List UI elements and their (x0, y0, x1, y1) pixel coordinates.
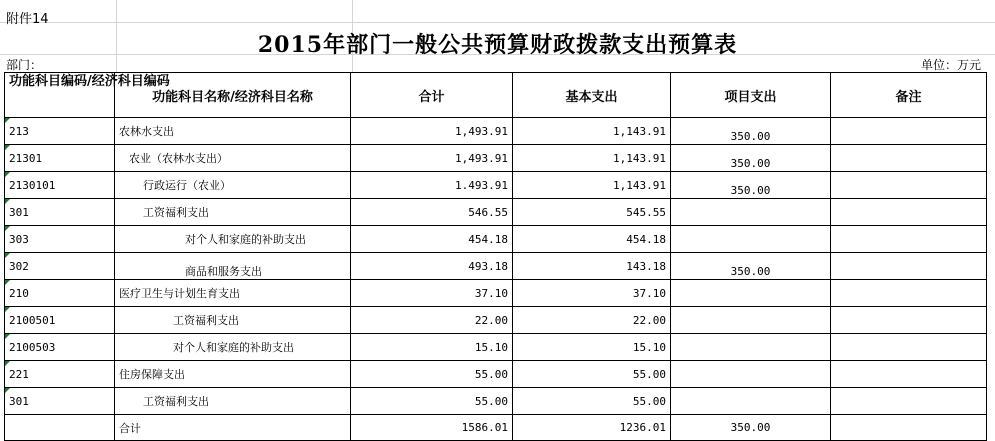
cell-note[interactable] (831, 118, 987, 145)
table-row (5, 253, 987, 280)
cell-total[interactable]: 55.00 (351, 361, 513, 388)
header-code[interactable]: 功能科目编码/经济科目编码 (5, 73, 115, 118)
cell-total[interactable]: 1,493.91 (351, 145, 513, 172)
cell-basic[interactable]: 55.00 (513, 361, 671, 388)
cell-name[interactable]: 合计 (115, 415, 351, 441)
cell-name[interactable]: 行政运行（农业） (115, 172, 351, 199)
table-row (5, 280, 987, 307)
cell-flag-icon (5, 361, 10, 366)
cell-total[interactable]: 22.00 (351, 307, 513, 334)
header-note[interactable]: 备注 (831, 73, 987, 118)
cell-name[interactable]: 对个人和家庭的补助支出 (115, 226, 351, 253)
cell-total[interactable]: 1,493.91 (351, 118, 513, 145)
cell-code-text: 2100501 (9, 313, 56, 327)
cell-project[interactable]: 350.00 (671, 172, 831, 199)
gridline (0, 22, 995, 23)
cell-flag-icon (5, 145, 10, 150)
cell-flag-icon (5, 226, 10, 231)
cell-project[interactable]: 350.00 (671, 415, 831, 441)
cell-total[interactable]: 546.55 (351, 199, 513, 226)
cell-total[interactable]: 454.18 (351, 226, 513, 253)
table-row (5, 172, 987, 199)
cell-project[interactable] (671, 361, 831, 388)
header-project[interactable]: 项目支出 (671, 73, 831, 118)
cell-project[interactable]: 350.00 (671, 145, 831, 172)
cell-name[interactable]: 商品和服务支出 (115, 253, 351, 280)
table-row (5, 388, 987, 415)
cell-project[interactable]: 350.00 (671, 253, 831, 280)
cell-basic[interactable]: 454.18 (513, 226, 671, 253)
cell-flag-icon (5, 118, 10, 123)
cell-flag-icon (5, 253, 10, 258)
attachment-label: 附件14 (6, 12, 49, 27)
total-row (5, 415, 987, 441)
cell-note[interactable] (831, 145, 987, 172)
cell-basic[interactable]: 545.55 (513, 199, 671, 226)
cell-project[interactable] (671, 307, 831, 334)
cell-code-text: 2130101 (9, 178, 56, 192)
cell-code[interactable] (5, 388, 115, 415)
cell-code-text: 301 (9, 394, 29, 408)
page-title: 2015年部门一般公共预算财政拨款支出预算表 (257, 32, 738, 58)
cell-basic[interactable]: 1,143.91 (513, 145, 671, 172)
cell-project[interactable] (671, 226, 831, 253)
cell-project[interactable] (671, 280, 831, 307)
cell-total[interactable]: 55.00 (351, 388, 513, 415)
cell-code[interactable] (5, 307, 115, 334)
cell-basic[interactable]: 1,143.91 (513, 172, 671, 199)
cell-code-text: 302 (9, 259, 29, 273)
cell-basic[interactable]: 143.18 (513, 253, 671, 280)
cell-basic[interactable]: 37.10 (513, 280, 671, 307)
cell-code[interactable] (5, 280, 115, 307)
header-row (5, 73, 987, 118)
cell-note[interactable] (831, 388, 987, 415)
cell-project[interactable] (671, 388, 831, 415)
cell-code-text: 210 (9, 286, 29, 300)
cell-note[interactable] (831, 253, 987, 280)
cell-basic[interactable]: 55.00 (513, 388, 671, 415)
cell-flag-icon (5, 199, 10, 204)
cell-basic[interactable]: 1,143.91 (513, 118, 671, 145)
table-row (5, 361, 987, 388)
cell-name[interactable]: 住房保障支出 (115, 361, 351, 388)
budget-table (4, 72, 987, 441)
cell-flag-icon (5, 334, 10, 339)
cell-code[interactable] (5, 118, 115, 145)
cell-code[interactable] (5, 226, 115, 253)
cell-name[interactable]: 农业（农林水支出） (115, 145, 351, 172)
cell-code-text: 301 (9, 205, 29, 219)
table-row (5, 307, 987, 334)
cell-name[interactable]: 工资福利支出 (115, 388, 351, 415)
cell-name[interactable]: 农林水支出 (115, 118, 351, 145)
cell-name[interactable]: 工资福利支出 (115, 307, 351, 334)
table-row (5, 145, 987, 172)
table-row (5, 118, 987, 145)
cell-code[interactable] (5, 172, 115, 199)
cell-basic[interactable]: 15.10 (513, 334, 671, 361)
cell-flag-icon (5, 280, 10, 285)
cell-note[interactable] (831, 415, 987, 441)
department-label: 部门： (6, 58, 43, 72)
unit-label: 单位：万元 (920, 58, 981, 72)
header-basic[interactable]: 基本支出 (513, 73, 671, 118)
cell-basic[interactable]: 22.00 (513, 307, 671, 334)
cell-total[interactable]: 15.10 (351, 334, 513, 361)
cell-code-text: 303 (9, 232, 29, 246)
cell-total[interactable]: 37.10 (351, 280, 513, 307)
cell-flag-icon (5, 388, 10, 393)
cell-code[interactable] (5, 145, 115, 172)
cell-project[interactable] (671, 334, 831, 361)
cell-code-text: 2100503 (9, 340, 56, 354)
cell-name[interactable]: 工资福利支出 (115, 199, 351, 226)
cell-total[interactable]: 1586.01 (351, 415, 513, 441)
cell-total[interactable]: 1.493.91 (351, 172, 513, 199)
cell-name[interactable]: 医疗卫生与计划生育支出 (115, 280, 351, 307)
cell-code[interactable] (5, 361, 115, 388)
header-total[interactable]: 合计 (351, 73, 513, 118)
cell-note[interactable] (831, 361, 987, 388)
cell-code-text: 21301 (9, 151, 43, 165)
header-name[interactable]: 功能科目名称/经济科目名称 (115, 73, 351, 118)
cell-flag-icon (5, 172, 10, 177)
table-row (5, 226, 987, 253)
table-row (5, 334, 987, 361)
cell-basic[interactable]: 1236.01 (513, 415, 671, 441)
cell-code-text: 213 (9, 124, 29, 138)
cell-code[interactable] (5, 253, 115, 280)
cell-note[interactable] (831, 172, 987, 199)
cell-note[interactable] (831, 307, 987, 334)
table-row (5, 199, 987, 226)
cell-note[interactable] (831, 226, 987, 253)
cell-name[interactable]: 对个人和家庭的补助支出 (115, 334, 351, 361)
cell-code[interactable] (5, 334, 115, 361)
cell-code[interactable] (5, 415, 115, 441)
cell-note[interactable] (831, 199, 987, 226)
cell-note[interactable] (831, 334, 987, 361)
cell-code[interactable] (5, 199, 115, 226)
cell-project[interactable] (671, 199, 831, 226)
cell-note[interactable] (831, 280, 987, 307)
cell-flag-icon (5, 307, 10, 312)
cell-code-text: 221 (9, 367, 29, 381)
cell-project[interactable]: 350.00 (671, 118, 831, 145)
cell-total[interactable]: 493.18 (351, 253, 513, 280)
